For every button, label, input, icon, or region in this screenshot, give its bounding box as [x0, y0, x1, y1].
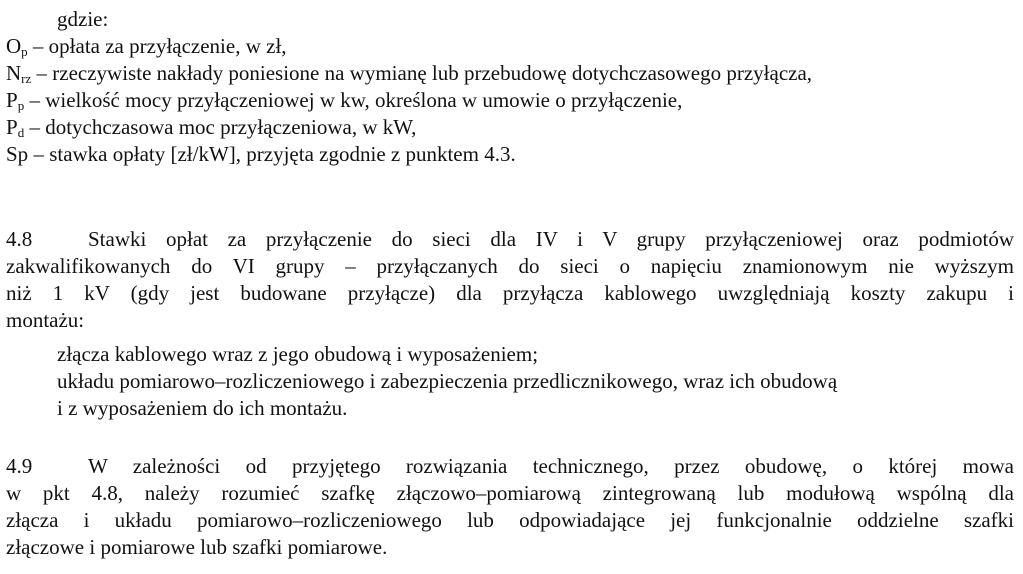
- definition-text: – stawka opłaty [zł/kW], przyjęta zgodnie z punktem 4.3.: [28, 142, 516, 166]
- definition-subscript: rz: [21, 71, 32, 86]
- section-48-item-3: i z wyposażeniem do ich montażu.: [57, 396, 348, 420]
- definition-subscript: p: [21, 44, 28, 59]
- section-49-line-2: w pkt 4.8, należy rozumieć szafkę złączowo–pomiarową zintegrowaną lub modułową wspólną dla: [6, 481, 1014, 505]
- definition-symbol: N: [6, 61, 22, 85]
- section-48-line-3: niż 1 kV (gdy jest budowane przyłącze) dla przyłącza kablowego uwzględniają koszty zakupu i: [6, 281, 1014, 305]
- section-48-number: 4.8: [6, 227, 33, 251]
- definition-text: – dotychczasowa moc przyłączeniowa, w kW,: [24, 115, 417, 139]
- definition-symbol: Sp: [6, 142, 29, 166]
- definition-symbol: P: [6, 115, 18, 139]
- section-48-item-1: złącza kablowego wraz z jego obudową i wyposażeniem;: [57, 342, 539, 366]
- section-48-last-line: montażu:: [6, 308, 85, 332]
- section-48-line-1: Stawki opłat za przyłączenie do sieci dla IV i V grupy przyłączeniowej oraz podmiotów: [88, 227, 1014, 251]
- definition-symbol: P: [6, 88, 18, 112]
- definition-pp: [6, 87, 682, 114]
- definition-subscript: p: [17, 98, 25, 113]
- definition-sp: [6, 141, 516, 168]
- definition-text: – wielkość mocy przyłączeniowej w kw, określona w umowie o przyłączenie,: [24, 88, 683, 112]
- definition-op: [6, 33, 287, 60]
- definition-symbol: O: [6, 34, 22, 58]
- definition-text: – opłata za przyłączenie, w zł,: [27, 34, 287, 58]
- definition-pd: [6, 114, 416, 141]
- where-label: gdzie:: [57, 7, 109, 31]
- section-49-line-1: W zależności od przyjętego rozwiązania technicznego, przez obudowę, o której mowa: [88, 454, 1014, 478]
- section-49-last-line: złączowe i pomiarowe lub szafki pomiarowe.: [6, 535, 388, 559]
- section-48-item-2: układu pomiarowo–rozliczeniowego i zabezpieczenia przedlicznikowego, wraz ich obudową: [57, 369, 838, 393]
- definition-subscript: d: [17, 125, 25, 140]
- section-49-number: 4.9: [6, 454, 33, 478]
- section-49-line-3: złącza i układu pomiarowo–rozliczeniowego lub odpowiadające jej funkcjonalnie oddzielne szafki: [6, 508, 1014, 532]
- definition-nrz: [6, 60, 812, 87]
- definition-text: – rzeczywiste nakłady poniesione na wymianę lub przebudowę dotychczasowego przyłącza,: [31, 61, 813, 85]
- section-48-line-2: zakwalifikowanych do VI grupy – przyłączanych do sieci o napięciu znamionowym nie wyższym: [6, 254, 1014, 278]
